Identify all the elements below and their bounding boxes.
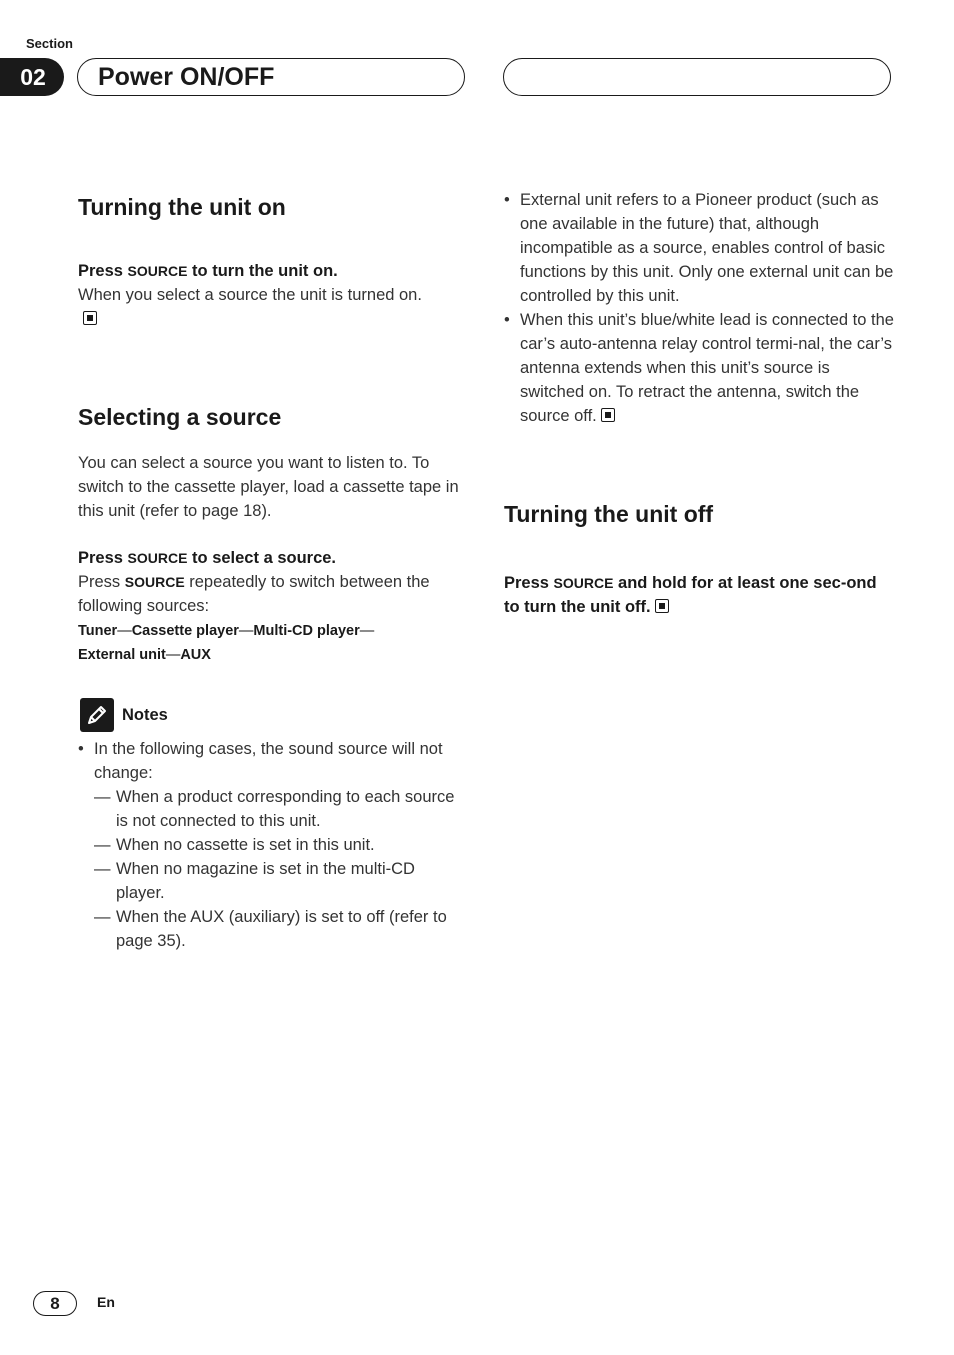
note-item (78, 737, 463, 785)
bullet-text: External unit refers to a Pioneer product (such as one available in the future) that, although incompatible as a source, enables control of basic functions by this unit. Only one external unit can be controlled by this unit. (520, 191, 894, 305)
page-title (77, 58, 465, 96)
body-text: repeatedly to switch between the following sources: (78, 573, 430, 615)
page-title-text: Power ON/OFF (98, 62, 275, 91)
separator: — (165, 647, 181, 663)
case-text: When a product corresponding to each source is not connected to this unit. (116, 788, 455, 830)
page-number: 8 (33, 1291, 77, 1316)
dash-mark: — (94, 908, 111, 926)
bullet-text: When this unit’s blue/white lead is connected to the car’s auto-antenna relay control termi-nal, the car’s antenna extends when this unit’s source is switched on. To retract the antenna, switch the source off. (520, 311, 894, 425)
source-sequence (78, 619, 463, 667)
title-box-empty (503, 58, 891, 96)
end-mark-icon (83, 311, 97, 325)
note-case (78, 857, 463, 905)
instr-text: Press (78, 262, 128, 280)
note-case (78, 833, 463, 857)
instruction-turn-off (504, 571, 879, 619)
section-label: Section (26, 36, 73, 51)
section-number: 02 (0, 58, 64, 96)
body-text: When you select a source the unit is turned on. (78, 286, 422, 304)
bullet-item (504, 308, 894, 428)
case-text: When no cassette is set in this unit. (116, 836, 375, 854)
instr-text: Press (504, 574, 554, 592)
source-item: Multi-CD player (253, 623, 360, 639)
dash-mark: — (94, 836, 111, 854)
case-text: When no magazine is set in the multi-CD player. (116, 860, 415, 902)
bullet-item (504, 188, 894, 308)
instr-text: to turn the unit on. (187, 262, 338, 280)
source-item: External unit (78, 647, 166, 663)
end-mark-icon (601, 408, 615, 422)
source-key: SOURCE (124, 574, 185, 590)
end-mark-icon (655, 599, 669, 613)
note-case (78, 905, 463, 953)
instruction-turn-on (78, 259, 463, 283)
heading-selecting-source: Selecting a source (78, 404, 282, 430)
source-item: Tuner (78, 623, 118, 639)
selecting-intro: You can select a source you want to listen to. To switch to the cassette player, load a cassette tape in this unit (refer to page 18). (78, 454, 459, 520)
source-item: Cassette player (131, 623, 239, 639)
right-bullets (504, 188, 894, 428)
notes-list (78, 737, 463, 953)
note-text: In the following cases, the sound source will not change: (94, 740, 443, 782)
instruction-select-source (78, 546, 463, 570)
notes-header (80, 698, 465, 732)
pencil-icon (80, 698, 114, 732)
language-label: En (97, 1294, 115, 1310)
dash-mark: — (94, 788, 111, 806)
instr-text: Press (78, 549, 128, 567)
notes-label: Notes (122, 705, 168, 724)
case-text: When the AUX (auxiliary) is set to off (refer to page 35). (116, 908, 447, 950)
heading-turning-on: Turning the unit on (78, 194, 286, 220)
source-key: SOURCE (127, 550, 188, 566)
dash-mark: — (94, 860, 111, 878)
source-key: SOURCE (553, 575, 614, 591)
source-key: SOURCE (127, 263, 188, 279)
separator: — (359, 623, 375, 639)
instr-text: and hold for at least one sec-ond to turn the unit off. (504, 574, 877, 616)
select-source-description (78, 570, 463, 618)
note-case (78, 785, 463, 833)
source-item: AUX (180, 647, 211, 663)
turn-on-description (78, 283, 463, 331)
body-text: Press (78, 573, 125, 591)
separator: — (238, 623, 254, 639)
separator: — (117, 623, 132, 639)
instr-text: to select a source. (187, 549, 337, 567)
heading-turning-off: Turning the unit off (504, 501, 714, 527)
